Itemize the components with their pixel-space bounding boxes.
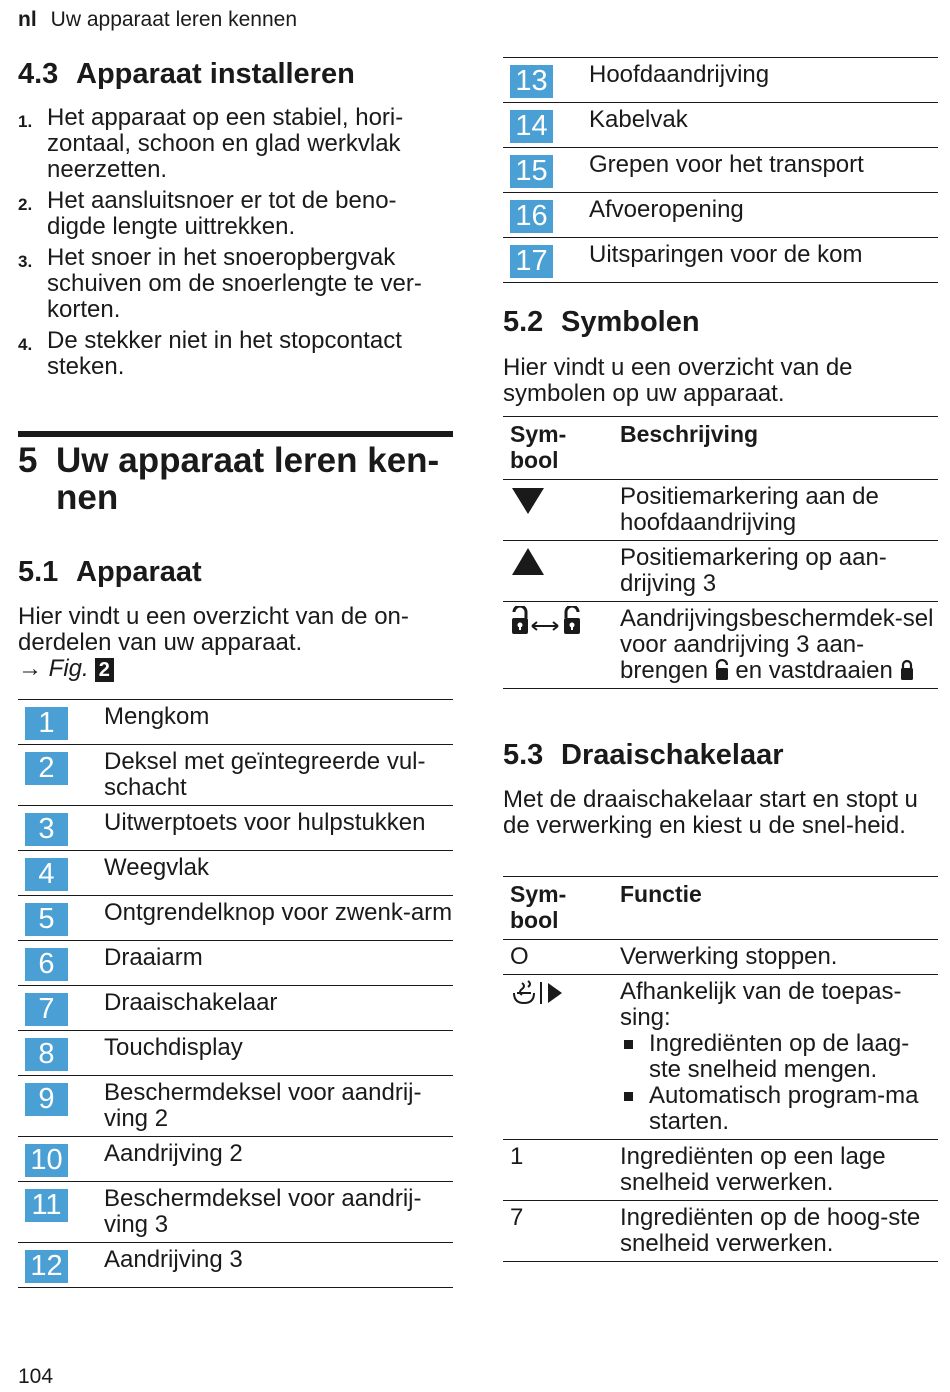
table-header-row: [503, 417, 938, 480]
list-item: Ingrediënten op de laag-ste snelheid mengen.: [620, 1031, 938, 1083]
table-header-row: [503, 877, 938, 940]
figure-number-badge: 2: [95, 658, 114, 682]
table-row: [18, 745, 453, 806]
table-row: [18, 700, 453, 745]
part-number-badge: 11: [25, 1189, 68, 1222]
language-code: nl: [18, 8, 37, 31]
part-number-badge: 17: [510, 245, 553, 278]
part-number-badge: 5: [25, 903, 68, 936]
table-row: [18, 806, 453, 851]
mix-play-icon: [510, 986, 566, 1013]
step-item: 4. De stekker niet in het stopcontact steken.: [18, 327, 402, 380]
table-row: [18, 1137, 453, 1182]
triangle-up-icon: [510, 556, 546, 583]
table-row: [503, 148, 938, 193]
table-row: [18, 1031, 453, 1076]
column-header-description: Beschrijving: [620, 417, 938, 480]
part-label: Aandrijving 2: [104, 1137, 453, 1182]
part-label: Aandrijving 3: [104, 1243, 453, 1288]
part-label: Kabelvak: [589, 103, 938, 148]
table-row: [18, 1182, 453, 1243]
part-label: Afvoeropening: [589, 193, 938, 238]
chapter-5-heading: 5 Uw apparaat leren ken-nen: [18, 441, 440, 517]
install-steps: [18, 105, 453, 385]
part-label: Uitsparingen voor de kom: [589, 238, 938, 283]
table-row: [503, 541, 938, 602]
symbol-description: Aandrijvingsbeschermdek-sel voor aandrijving 3 aan-brengen en vastdraaien: [620, 602, 938, 689]
part-number-badge: 14: [510, 110, 553, 143]
part-number-badge: 4: [25, 858, 68, 891]
column-header-symbol: Sym-bool: [503, 417, 620, 480]
section-5-3-heading: 5.3 Draaischakelaar: [503, 739, 784, 771]
page-number: 104: [18, 1365, 54, 1388]
part-number-badge: 7: [25, 993, 68, 1026]
function-description: Verwerking stoppen.: [620, 940, 938, 975]
part-number-badge: 12: [25, 1250, 68, 1283]
part-label: Hoofdaandrijving: [589, 58, 938, 103]
section-5-1-intro: Hier vindt u een overzicht van de on-derdelen van uw apparaat. → Fig. 2: [18, 603, 409, 682]
part-number-badge: 10: [25, 1144, 68, 1177]
rotary-switch-table: [503, 876, 938, 1262]
function-description: Afhankelijk van de toepas-sing: Ingrediënten op de laag-ste snelheid mengen. Automatisch program-ma starten.: [620, 975, 938, 1140]
table-row: [18, 896, 453, 941]
running-header: [18, 8, 297, 32]
symbols-table: [503, 416, 938, 689]
lock-open-icon: [715, 657, 729, 684]
triangle-down-icon: [510, 495, 546, 522]
section-5-1-heading: 5.1 Apparaat: [18, 556, 202, 588]
list-item: Automatisch program-ma starten.: [620, 1083, 938, 1135]
part-label: Uitwerptoets voor hulpstukken: [104, 806, 453, 851]
part-label: Weegvlak: [104, 851, 453, 896]
lock-swap-icon: [510, 617, 582, 644]
table-row: [503, 480, 938, 541]
table-row: [18, 986, 453, 1031]
symbol-description: Positiemarkering aan de hoofdaandrijving: [620, 480, 938, 541]
column-header-function: Functie: [620, 877, 938, 940]
symbol-description: Positiemarkering op aan-drijving 3: [620, 541, 938, 602]
table-row: [18, 941, 453, 986]
part-number-badge: 15: [510, 155, 553, 188]
part-number-badge: 9: [25, 1083, 68, 1116]
table-row: [503, 1201, 938, 1262]
step-item: 3. Het snoer in het snoeropbergvak schuiven om de snoerlengte te ver-korten.: [18, 244, 422, 323]
part-number-badge: 8: [25, 1038, 68, 1071]
header-title: Uw apparaat leren kennen: [50, 8, 298, 31]
part-number-badge: 1: [25, 707, 68, 740]
parts-table-continued: [503, 57, 938, 283]
part-number-badge: 2: [25, 752, 68, 785]
function-description: Ingrediënten op een lage snelheid verwerken.: [620, 1140, 938, 1201]
part-label: Deksel met geïntegreerde vul-schacht: [104, 745, 453, 806]
function-description: Ingrediënten op de hoog-ste snelheid verwerken.: [620, 1201, 938, 1262]
switch-symbol: O: [503, 940, 620, 975]
table-row: [503, 602, 938, 689]
switch-symbol: 1: [503, 1140, 620, 1201]
parts-table: [18, 699, 453, 1288]
part-number-badge: 16: [510, 200, 553, 233]
table-row: [18, 1243, 453, 1288]
part-label: Ontgrendelknop voor zwenk-arm: [104, 896, 453, 941]
section-5-2-heading: 5.2 Symbolen: [503, 306, 700, 338]
part-label: Grepen voor het transport: [589, 148, 938, 193]
part-label: Touchdisplay: [104, 1031, 453, 1076]
chapter-rule: [18, 431, 453, 437]
part-number-badge: 13: [510, 65, 553, 98]
column-header-symbol: Sym-bool: [503, 877, 620, 940]
table-row: [503, 58, 938, 103]
lock-closed-icon: [900, 657, 914, 684]
section-5-3-intro: Met de draaischakelaar start en stopt u de verwerking en kiest u de snel-heid.: [503, 786, 918, 839]
part-label: Beschermdeksel voor aandrij-ving 3: [104, 1182, 453, 1243]
step-item: 2. Het aansluitsnoer er tot de beno-digde lengte uittrekken.: [18, 187, 397, 240]
table-row: [503, 940, 938, 975]
section-5-2-intro: Hier vindt u een overzicht van de symbolen op uw apparaat.: [503, 354, 853, 407]
table-row: [503, 1140, 938, 1201]
switch-symbol: 7: [503, 1201, 620, 1262]
step-item: 1. Het apparaat op een stabiel, hori-zontaal, schoon en glad werkvlak neerzetten.: [18, 104, 404, 183]
part-number-badge: 6: [25, 948, 68, 981]
part-number-badge: 3: [25, 813, 68, 846]
table-row: [18, 1076, 453, 1137]
table-row: [503, 103, 938, 148]
table-row: [503, 238, 938, 283]
figure-reference: → Fig.: [18, 655, 89, 682]
part-label: Draaiarm: [104, 941, 453, 986]
table-row: [18, 851, 453, 896]
part-label: Draaischakelaar: [104, 986, 453, 1031]
section-4-3-heading: 4.3 Apparaat installeren: [18, 58, 355, 90]
part-label: Mengkom: [104, 700, 453, 745]
table-row: [503, 975, 938, 1140]
part-label: Beschermdeksel voor aandrij-ving 2: [104, 1076, 453, 1137]
table-row: [503, 193, 938, 238]
